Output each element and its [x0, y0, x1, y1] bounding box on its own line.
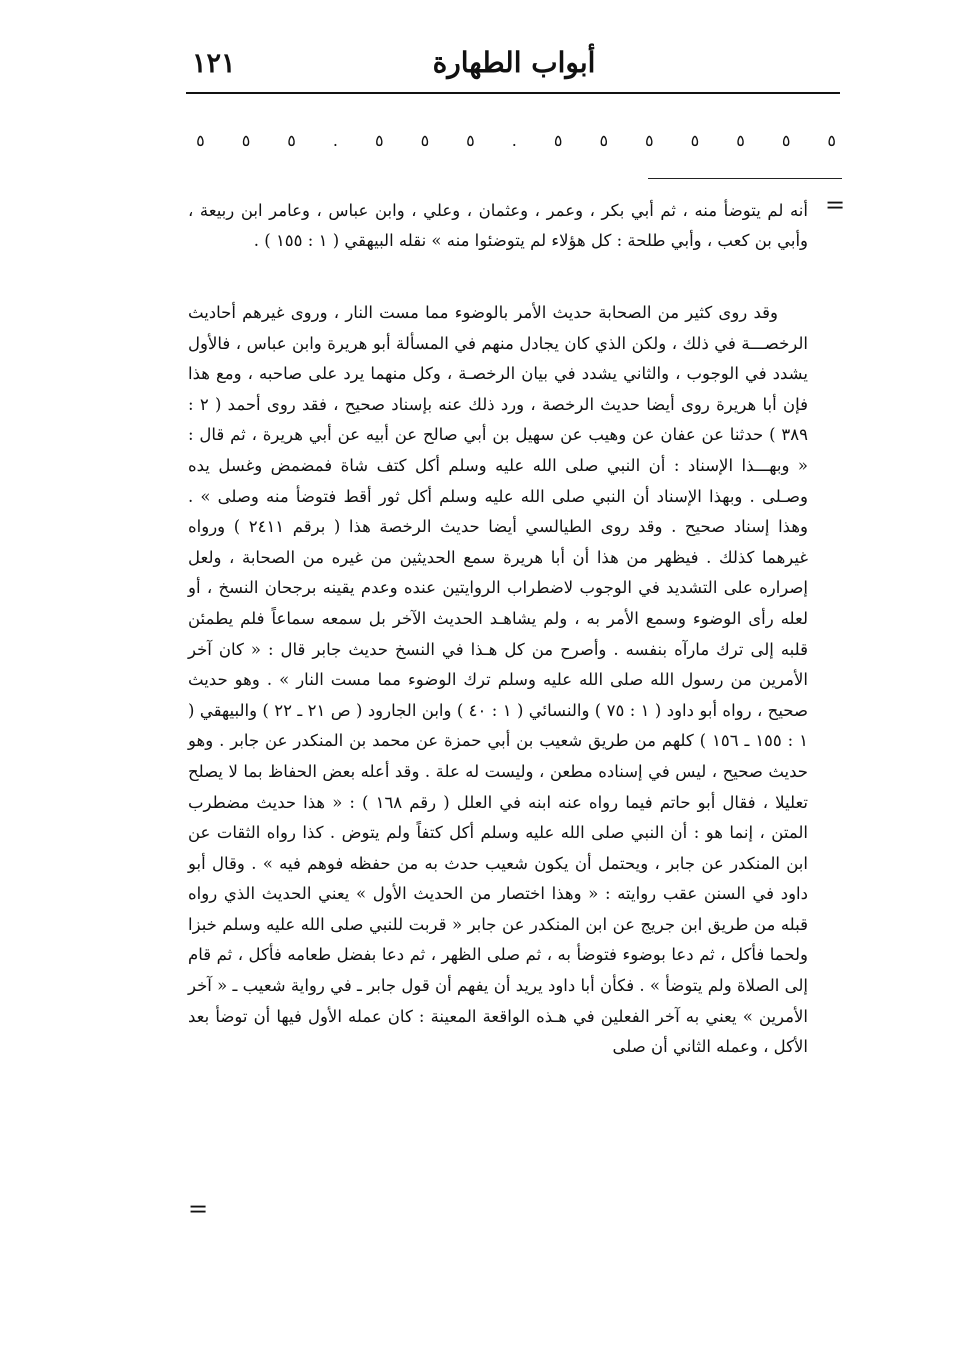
footnote-paragraph: أنه لم يتوضأ منه ، ثم أبي بكر ، وعمر ، وعثمان ، وعلي ، وابن عباس ، وعامر ابن ربيعة ، وأبي بن كعب ، وأبي طلحة : كل هؤلاء لم يتوضئوا منه » نقله البيهقي ( ١ : ١٥٥ ) . [188, 201, 808, 250]
page-number: ١٢١ [192, 48, 236, 79]
section-marks [196, 128, 836, 152]
section-mark: ٥ [690, 130, 700, 150]
section-mark: ٥ [374, 130, 384, 150]
footnote-rule [648, 178, 842, 179]
section-mark: ٥ [420, 130, 430, 150]
section-mark: ٥ [287, 130, 296, 150]
body-paragraph: وقد روى كثير من الصحابة حديث الأمر بالوضوء مما مست النار ، وروى غيرهم أحاديث الرخصـــة في ذلك ، ولكن الذي كان يجادل منهم في المسألة أبو هريرة وابن عباس ، فالأول يشدد في الوجوب ، والثاني يشدد في بيان الرخصـة ، وكل منهما يرد على صاحبه ، ومع هذا فإن أبا هريرة روى أيضا حديث الرخصة ، ورد ذلك عنه بإسناد صحيح ، فقد روى أحمد ( ٢ : ٣٨٩ ) حدثنا عن عفان عن وهيب عن سهيل بن أبي صالح عن أبيه عن أبي هريرة ، ثم قال : « وبهـــذا الإسناد : أن النبي صلى الله عليه وسلم أكل كتف شاة فمضمض وغسل يده وصـلى . وبهذا الإسناد أن النبي صلى الله عليه وسلم أكل ثور أقط فتوضأ منه وصلى » . وهذا إسناد صحيح . وقد روى الطيالسي أيضا حديث الرخصة هذا ( برقم ٢٤١١ ) ورواه غيرهما كذلك . فيظهر من هذا أن أبا هريرة سمع الحديثين من غيره من الصحابة ، ولعل إصراره على التشديد في الوجوب لاضطراب الروايتين عنده وعدم يقينه برجحان النسخ ، أو لعله رأى الوضوء وسمع الأمر به ، ولم يشاهـد الحديث الآخر بل سمعه سماعاً فلم يطمئن قلبه إلى ترك مارآه بنفسه . وأصرح من كل هـذا في النسخ حديث جابر قال : « كان آخر الأمرين من رسول الله صلى الله عليه وسلم ترك الوضوء مما مست النار » . وهو حديث صحيح ، رواه أبو داود ( ١ : ٧٥ ) والنسائي ( ١ : ٤٠ ) وابن الجارود ( ص ٢١ ـ ٢٢ ) والبيهقي ( ١ : ١٥٥ ـ ١٥٦ ) كلهم من طريق شعيب بن أبي حمزة عن محمد بن المنكدر عن جابر . وهو حديث صحيح ، ليس في إسناده مطعن ، وليست له علة . وقد أعله بعض الحفاظ بما لا يصلح تعليلا ، فقال أبو حاتم فيما رواه عنه ابنه في العلل ( رقم ١٦٨ ) : « هذا حديث مضطرب المتن ، إنما هو : أن النبي صلى الله عليه وسلم أكل كتفاً ولم يتوض . كذا رواه الثقات عن ابن المنكدر عن جابر ، ويحتمل أن يكون شعيب حدث به من حفظه فوهم فيه » . وقال أبو داود في السنن عقب روايته : « وهذا اختصار من الحديث الأول » يعني الحديث الذي رواه قبله من طريق ابن جريج عن ابن المنكدر عن جابر « قربت للنبي صلى الله عليه وسلم خبزا ولحما فأكل ، ثم دعا بوضوء فتوضأ به ، ثم صلى الظهر ، ثم دعا بفضل طعامه فأكل ، ثم قام إلى الصلاة ولم يتوضأ » . فكأن أبا داود يريد أن يفهم أن قول جابر ـ في رواية شعيب ـ « آخر الأمرين » يعني به آخر الفعلين في هـذه الواقعة المعينة : كان عمله الأول فيها أن توضأ بعد الأكل ، وعمله الثاني أن صلى [188, 303, 809, 1057]
header-rule [186, 92, 840, 94]
section-mark: ٥ [553, 130, 563, 150]
page-header [186, 40, 842, 90]
section-mark: ٥ [196, 130, 205, 150]
section-mark: ٥ [645, 130, 654, 150]
page-continuation-mark: = [188, 1195, 209, 1223]
chapter-title: أبواب الطهارة [432, 46, 596, 79]
footnote-text [188, 196, 808, 256]
section-mark: . [332, 130, 338, 150]
main-body [188, 298, 808, 1063]
section-mark: ٥ [466, 130, 475, 150]
section-mark: ٥ [827, 130, 836, 150]
section-mark: . [511, 130, 517, 150]
section-mark: ٥ [599, 130, 609, 150]
footnote-continuation-mark: = [825, 191, 846, 219]
section-mark: ٥ [241, 130, 251, 150]
section-mark: ٥ [736, 130, 745, 150]
section-mark: ٥ [781, 130, 791, 150]
